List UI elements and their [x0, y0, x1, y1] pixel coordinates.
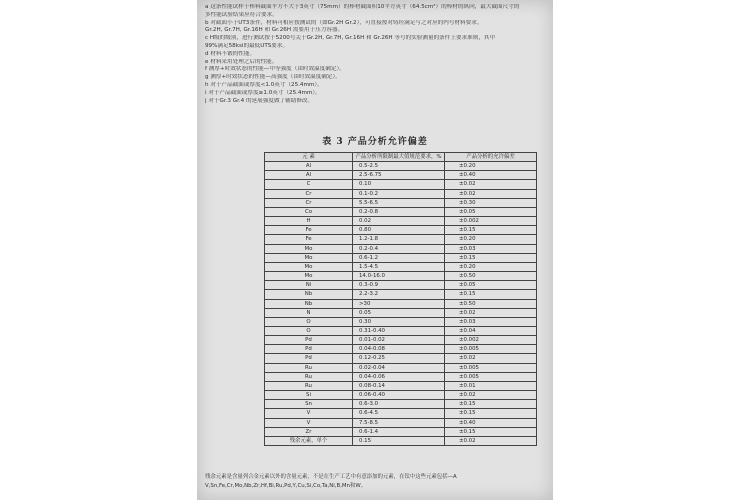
element-cell: Pd [265, 354, 353, 363]
tolerance-cell: ±0.04 [445, 326, 537, 335]
range-cell: 0.6-1.4 [353, 427, 445, 436]
tolerance-cell: ±0.20 [445, 262, 537, 271]
note-line: i 对于产品截面或厚度≥1.0英寸（25.4mm）。 [205, 89, 321, 96]
table-row [265, 363, 537, 372]
tolerance-cell: ±0.02 [445, 436, 537, 445]
tolerance-cell: ±0.02 [445, 354, 537, 363]
element-cell: Pd [265, 345, 353, 354]
range-cell: 0.1-0.2 [353, 189, 445, 198]
range-cell: 0.31-0.40 [353, 326, 445, 335]
tolerance-table [264, 152, 537, 446]
tolerance-cell: ±0.005 [445, 372, 537, 381]
table-row [265, 272, 537, 281]
table-row [265, 400, 537, 409]
header-tolerance: 产品分析的允许偏差 [445, 153, 537, 162]
element-cell: Ru [265, 363, 353, 372]
range-cell: 0.15 [353, 436, 445, 445]
footer-note [205, 473, 549, 491]
range-cell: 0.2-0.4 [353, 244, 445, 253]
table-row [265, 409, 537, 418]
range-cell: 0.6-4.5 [353, 409, 445, 418]
tolerance-cell: ±0.50 [445, 299, 537, 308]
range-cell: 0.02-0.04 [353, 363, 445, 372]
element-cell: Mo [265, 244, 353, 253]
note-line: b 对截面小于UT3条件，材料可相应按测试的（如Gr.2H Gr.2），可直接按对铸坯满足与之对应的内号材料要求。 [205, 19, 483, 26]
range-cell: 0.01-0.02 [353, 336, 445, 345]
tolerance-cell: ±0.03 [445, 317, 537, 326]
element-cell: Mo [265, 262, 353, 271]
range-cell: 0.06-0.40 [353, 391, 445, 400]
note-line: e 材料采用处理之后的性能。 [205, 58, 278, 65]
element-cell: Mo [265, 253, 353, 262]
element-cell: Fe [265, 235, 353, 244]
element-cell: Al [265, 171, 353, 180]
footer-line: 残余元素是含量列合金元素以外的含量元素，不是在生产工艺中有意添加的元素，在钛中这些元素包括—A [205, 474, 457, 480]
range-cell: 0.08-0.14 [353, 381, 445, 390]
header-element: 元 素 [265, 153, 353, 162]
tolerance-cell: ±0.002 [445, 336, 537, 345]
footer-line: V,Sn,Fe,Cr,Mo,Nb,Zr,Hf,Bi,Ru,Pd,Y,Cu,Si,Co,Ta,Ni,B,Mn和W。 [205, 483, 367, 489]
element-cell: N [265, 308, 353, 317]
table-row [265, 317, 537, 326]
element-cell: Co [265, 207, 353, 216]
table-row [265, 207, 537, 216]
tolerance-cell: ±0.005 [445, 345, 537, 354]
element-cell: Zr [265, 427, 353, 436]
tolerance-cell: ±0.002 [445, 217, 537, 226]
note-line: g 测厚+时效状态的性能—高强度（由时效温度确定）。 [205, 74, 341, 81]
table-row [265, 436, 537, 445]
element-cell: 残余元素，单个 [265, 436, 353, 445]
tolerance-cell: ±0.30 [445, 198, 537, 207]
note-line: j 对于Gr.3 Gr.4 的延展强度做了辅助修改。 [205, 97, 314, 104]
table-row [265, 244, 537, 253]
table-row [265, 391, 537, 400]
table-row [265, 345, 537, 354]
tolerance-cell: ±0.05 [445, 207, 537, 216]
range-cell: 0.80 [353, 226, 445, 235]
range-cell: 0.30 [353, 317, 445, 326]
element-cell: C [265, 180, 353, 189]
tolerance-cell: ±0.50 [445, 272, 537, 281]
table-row [265, 281, 537, 290]
range-cell: 0.04-0.06 [353, 372, 445, 381]
range-cell: 0.10 [353, 180, 445, 189]
tolerance-cell: ±0.40 [445, 171, 537, 180]
table-header-row [265, 153, 537, 162]
range-cell: 2.5-6.75 [353, 171, 445, 180]
table-row [265, 189, 537, 198]
table-row [265, 354, 537, 363]
range-cell: 0.6-1.2 [353, 253, 445, 262]
table-row [265, 226, 537, 235]
element-cell: Fe [265, 226, 353, 235]
table-title: 表 3 产品分析允许偏差 [322, 137, 428, 147]
table-row [265, 162, 537, 171]
element-cell: Si [265, 391, 353, 400]
element-cell: Pd [265, 336, 353, 345]
tolerance-cell: ±0.05 [445, 281, 537, 290]
range-cell: 0.04-0.08 [353, 345, 445, 354]
tolerance-cell: ±0.005 [445, 363, 537, 372]
table-row [265, 253, 537, 262]
header-range: 产品分析所限制最大值规范要求，% [353, 153, 445, 162]
tolerance-cell: ±0.20 [445, 162, 537, 171]
note-line: 多性能试验结果应符合要求。 [205, 11, 278, 18]
tolerance-cell: ±0.02 [445, 308, 537, 317]
range-cell: 0.5-2.5 [353, 162, 445, 171]
range-cell: 7.5-8.5 [353, 418, 445, 427]
range-cell: 0.12-0.25 [353, 354, 445, 363]
tolerance-cell: ±0.15 [445, 226, 537, 235]
element-cell: Sn [265, 400, 353, 409]
tolerance-cell: ±0.15 [445, 400, 537, 409]
note-line: Gr.2H, Gr.7H, Gr.16H 和 Gr.26H 需要用于压力容器。 [205, 27, 344, 34]
tolerance-cell: ±0.15 [445, 290, 537, 299]
table-row [265, 372, 537, 381]
note-line: h 对于产品截面或厚度<1.0英寸（25.4mm）。 [205, 81, 323, 88]
table-row [265, 180, 537, 189]
tolerance-cell: ±0.01 [445, 381, 537, 390]
note-line: c H级的级別，进行测试按于5200号关于Gr.2H, Gr.7H, Gr.16H 和 Gr.26H 等号的实验测量的条件上要求准则，其中 [205, 35, 496, 42]
range-cell: 0.2-0.8 [353, 207, 445, 216]
note-line: a 这条性能试样于棒料截面平方不大于3英寸（75mm）的棒材截面积10平方英寸（64.5cm²）的棒材的纵向，最大截面尺寸的 [205, 4, 520, 10]
range-cell: 0.3-0.9 [353, 281, 445, 290]
range-cell: 0.6-3.0 [353, 400, 445, 409]
element-cell: Cr [265, 198, 353, 207]
table-row [265, 171, 537, 180]
table-row [265, 381, 537, 390]
note-line: 99%满足58ksi的最低UTS要求。 [205, 42, 289, 49]
table-row [265, 198, 537, 207]
element-cell: V [265, 418, 353, 427]
element-cell: Ru [265, 381, 353, 390]
tolerance-cell: ±0.02 [445, 391, 537, 400]
tolerance-cell: ±0.15 [445, 409, 537, 418]
element-cell: Nb [265, 290, 353, 299]
tolerance-cell: ±0.02 [445, 189, 537, 198]
table-row [265, 418, 537, 427]
element-cell: Al [265, 162, 353, 171]
element-cell: Ni [265, 281, 353, 290]
range-cell: 0.02 [353, 217, 445, 226]
tolerance-cell: ±0.03 [445, 244, 537, 253]
element-cell: Cr [265, 189, 353, 198]
range-cell: 1.5-4.5 [353, 262, 445, 271]
tolerance-cell: ±0.40 [445, 418, 537, 427]
range-cell: 14.0-16.0 [353, 272, 445, 281]
element-cell: O [265, 326, 353, 335]
element-cell: Nb [265, 299, 353, 308]
tolerance-cell: ±0.02 [445, 180, 537, 189]
table-row [265, 235, 537, 244]
range-cell: 0.05 [353, 308, 445, 317]
element-cell: Mo [265, 272, 353, 281]
tolerance-cell: ±0.20 [445, 235, 537, 244]
range-cell: 2.2-3.2 [353, 290, 445, 299]
scanned-page [197, 0, 553, 500]
table-row [265, 336, 537, 345]
tolerance-cell: ±0.15 [445, 253, 537, 262]
notes-block [205, 4, 549, 105]
element-cell: Ru [265, 372, 353, 381]
table-row [265, 308, 537, 317]
element-cell: V [265, 409, 353, 418]
range-cell: 5.5-6.5 [353, 198, 445, 207]
table-body [265, 162, 537, 446]
element-cell: O [265, 317, 353, 326]
table-row [265, 299, 537, 308]
note-line: f 测厚+时效状态的性能—中等强度（由时效温度确定）。 [205, 66, 345, 73]
note-line: d 材料不锻的性能。 [205, 50, 256, 57]
table-row [265, 290, 537, 299]
table-row [265, 262, 537, 271]
table-row [265, 427, 537, 436]
tolerance-cell: ±0.15 [445, 427, 537, 436]
table-row [265, 217, 537, 226]
element-cell: H [265, 217, 353, 226]
range-cell: 1.2-1.8 [353, 235, 445, 244]
table-row [265, 326, 537, 335]
range-cell: >30 [353, 299, 445, 308]
